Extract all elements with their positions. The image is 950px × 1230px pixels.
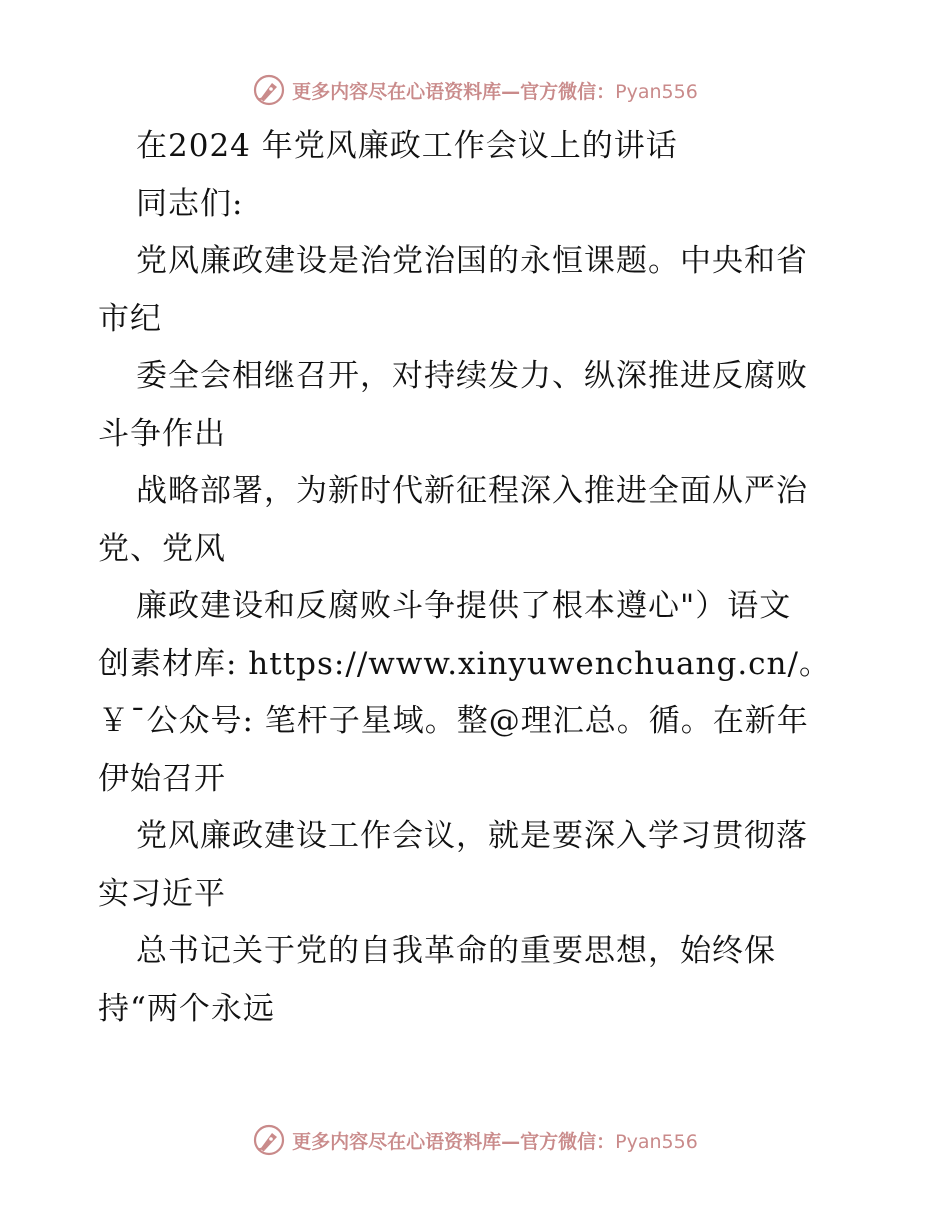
header-watermark [0,70,950,110]
watermark-text: 更多内容尽在心语资料库—官方微信：Pyan556 [292,1130,698,1153]
document-line: 廉政建设和反腐败斗争提供了根本遵心"）语文 [136,588,792,624]
pen-nib-logo-icon [252,73,286,107]
document-line: 总书记关于党的自我革命的重要思想，始终保 [136,933,776,969]
document-line: 委全会相继召开，对持续发力、纵深推进反腐败 [136,358,808,394]
document-line: 党风廉政建设工作会议，就是要深入学习贯彻落 [136,818,808,854]
document-line: 战略部署，为新时代新征程深入推进全面从严治 [136,473,808,509]
document-line: 斗争作出 [98,415,226,452]
footer-watermark [0,1120,950,1160]
document-line: 市纪 [98,300,162,337]
document-body [98,118,858,1038]
document-line: 同志们: [136,185,244,222]
document-line: 党风廉政建设是治党治国的永恒课题。中央和省 [136,243,808,279]
document-line: 党、党风 [98,530,226,567]
document-line: 伊始召开 [98,760,226,797]
pen-nib-logo-icon [252,1123,286,1157]
document-line: 实习近平 [98,875,226,912]
document-line: 创素材库: https://www.xinyuwenchuang.cn/。 [98,645,831,682]
document-line: ￥¯公众号: 笔杆子星域。整@理汇总。循。在新年 [98,703,809,739]
document-line: 在2024 年党风廉政工作会议上的讲话 [136,128,678,164]
watermark-text: 更多内容尽在心语资料库—官方微信：Pyan556 [292,80,698,103]
document-line: 持“两个永远 [98,990,275,1027]
